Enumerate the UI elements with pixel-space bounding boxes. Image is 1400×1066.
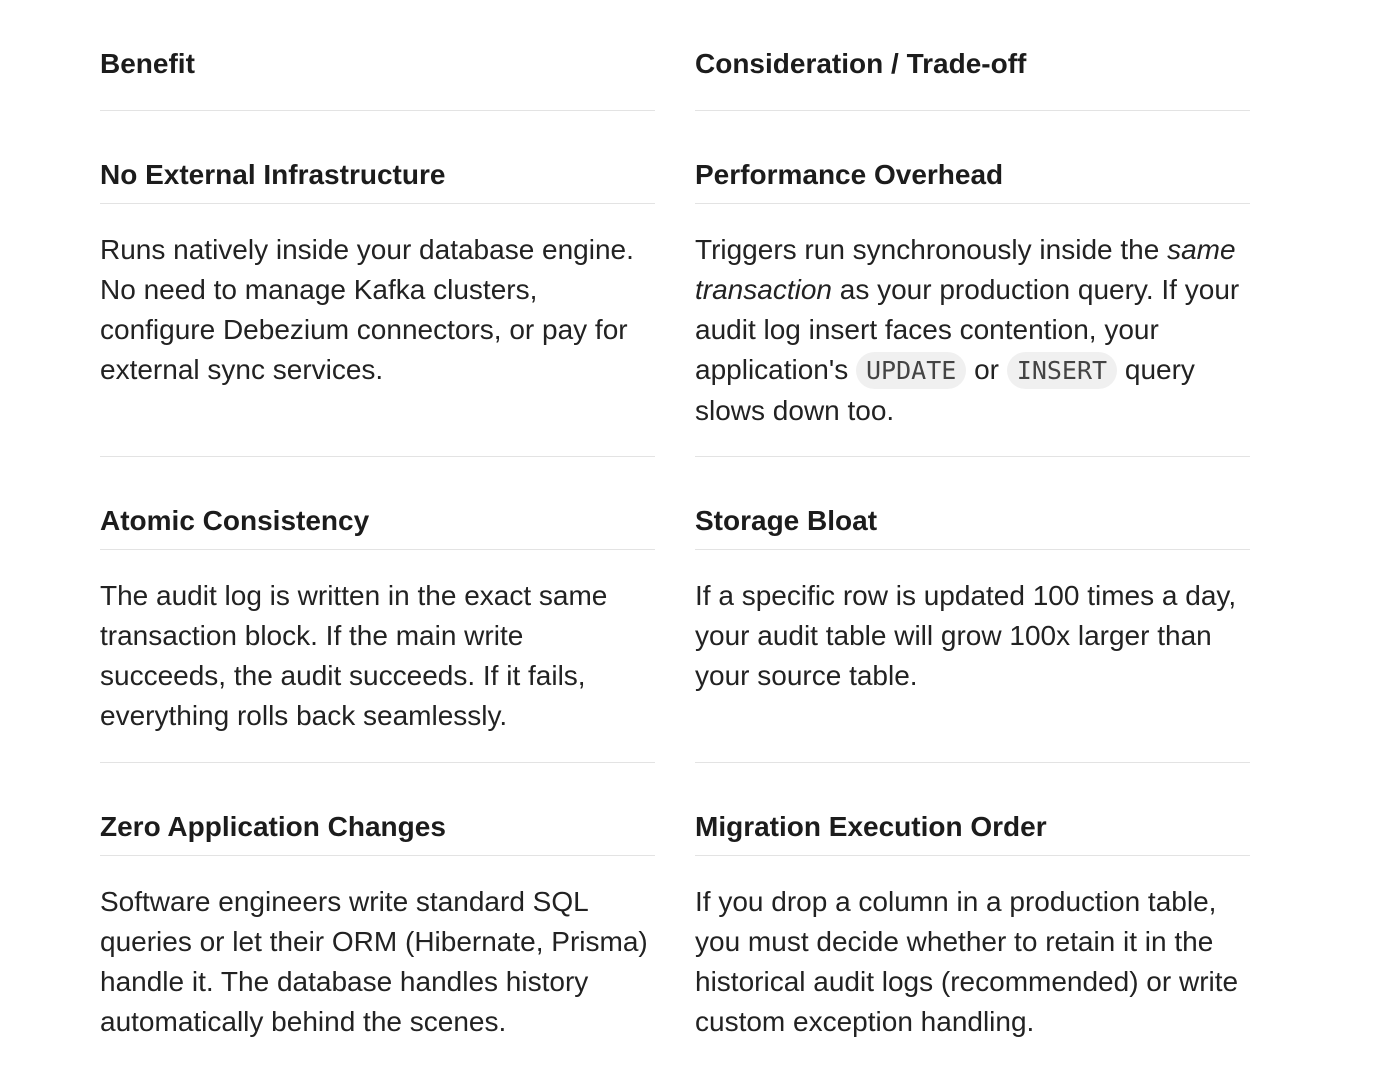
inline-code-insert: INSERT (1007, 352, 1117, 389)
description-text: query slows down too. (695, 354, 1195, 426)
benefit-description: Runs natively inside your database engine. No need to manage Kafka clusters, configure Debezium connectors, or pay for external sync services. (100, 204, 655, 457)
table-cell (675, 204, 1250, 457)
tradeoff-description (695, 204, 1250, 457)
tradeoff-title: Performance Overhead (695, 111, 1250, 204)
table-row-description (100, 550, 1250, 763)
table-cell (100, 457, 675, 550)
table-header-row (100, 0, 1250, 111)
table-cell (675, 550, 1250, 763)
description-text: Triggers run synchronously inside the (695, 234, 1168, 265)
header-cell-benefit (100, 0, 675, 111)
description-text: or (966, 354, 1007, 385)
inline-code-update: UPDATE (856, 352, 966, 389)
benefit-title: Zero Application Changes (100, 763, 655, 856)
table-cell (100, 550, 675, 763)
table-cell (100, 856, 675, 1066)
benefit-description: The audit log is written in the exact same transaction block. If the main write succeeds, the audit succeeds. If it fails, everything rolls back seamlessly. (100, 550, 655, 763)
benefit-title: No External Infrastructure (100, 111, 655, 204)
table-row-description (100, 204, 1250, 457)
table-row-title (100, 763, 1250, 856)
table-cell (675, 763, 1250, 856)
header-benefit: Benefit (100, 0, 655, 111)
tradeoff-title: Migration Execution Order (695, 763, 1250, 856)
tradeoff-title: Storage Bloat (695, 457, 1250, 550)
table-row-title (100, 457, 1250, 550)
tradeoff-description: If you drop a column in a production table, you must decide whether to retain it in the historical audit logs (recommended) or write custom exception handling. (695, 886, 1239, 1037)
header-consideration: Consideration / Trade-off (695, 0, 1250, 111)
table-cell (675, 856, 1250, 1066)
comparison-table-wrapper (100, 0, 1250, 1066)
table-row-title (100, 111, 1250, 204)
emphasis-text: same transaction (695, 234, 1236, 305)
table-row-description (100, 856, 1250, 1066)
table-cell (100, 204, 675, 457)
table-cell (675, 457, 1250, 550)
benefit-tradeoff-table (100, 0, 1250, 1066)
table-cell (100, 763, 675, 856)
benefit-description: Software engineers write standard SQL queries or let their ORM (Hibernate, Prisma) handle it. The database handles history automatically behind the scenes. (100, 886, 648, 1037)
benefit-title: Atomic Consistency (100, 457, 655, 550)
table-cell (675, 111, 1250, 204)
description-text: as your production query. If your audit log insert faces contention, your application's (695, 274, 1240, 385)
tradeoff-description: If a specific row is updated 100 times a day, your audit table will grow 100x larger than your source table. (695, 550, 1250, 763)
header-cell-consideration (675, 0, 1250, 111)
table-cell (100, 111, 675, 204)
